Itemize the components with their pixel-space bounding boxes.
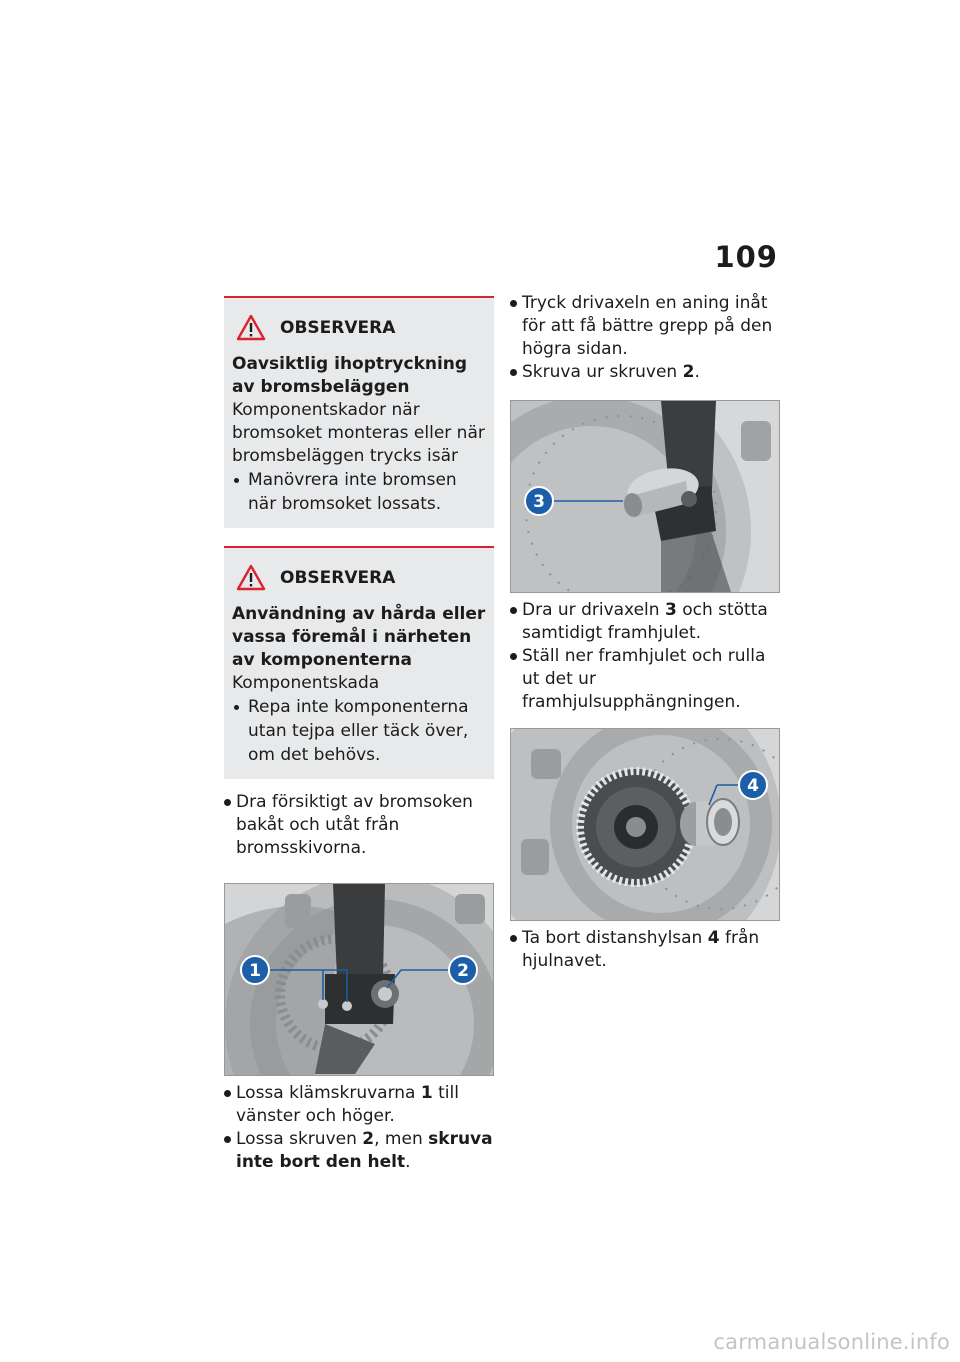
reference-number: 3 — [664, 600, 677, 620]
notice-list — [232, 468, 486, 516]
figure-brake-caliper — [224, 883, 494, 1076]
step-list — [224, 791, 494, 860]
callout-2: 2 — [457, 961, 469, 981]
figure-drive-axle — [510, 400, 780, 593]
notice-label: OBSERVERA — [280, 567, 396, 588]
brake-caliper-illustration — [225, 884, 493, 1075]
notice-header — [232, 564, 486, 591]
notice-header — [232, 314, 486, 341]
notice-label: OBSERVERA — [280, 317, 396, 338]
callout-1: 1 — [249, 961, 261, 981]
step-item: Ställ ner framhjulet och rulla ut det ur framhjulsupphängningen. — [510, 645, 782, 714]
callout-3: 3 — [533, 492, 545, 512]
notice-title: Användning av hårda eller vassa föremål i närheten av komponenterna — [232, 604, 486, 670]
step-item: Tryck drivaxeln en aning inåt för att få bättre grepp på den högra sidan. — [510, 292, 782, 361]
reference-number: 4 — [707, 928, 720, 948]
warning-icon — [236, 564, 266, 591]
emphasis-text: skruva inte bort den helt — [236, 1129, 493, 1172]
reference-number: 2 — [682, 362, 695, 382]
step-item: Dra försiktigt av bromsoken bakåt och utåt från bromsskivorna. — [224, 791, 494, 860]
figure-spacer-sleeve — [510, 728, 780, 921]
step-list — [510, 599, 782, 714]
step-list — [510, 292, 782, 384]
notice-list-item: Manövrera inte bromsen när bromsoket lossats. — [232, 468, 486, 516]
reference-number: 2 — [362, 1129, 375, 1149]
step-item: Lossa skruven 2, men skruva inte bort den helt. — [224, 1128, 494, 1174]
step-item: Ta bort distanshylsan 4 från hjulnavet. — [510, 927, 782, 973]
notice-text: Komponentskada — [232, 673, 380, 693]
reference-number: 1 — [420, 1083, 433, 1103]
notice-box — [224, 296, 494, 528]
notice-box — [224, 546, 494, 779]
step-list — [510, 927, 782, 973]
callout-4: 4 — [747, 776, 759, 796]
step-list — [224, 1082, 494, 1174]
warning-icon — [236, 314, 266, 341]
notice-list — [232, 695, 486, 767]
right-column — [510, 292, 782, 973]
step-item: Dra ur drivaxeln 3 och stötta samtidigt framhjulet. — [510, 599, 782, 645]
step-item: Skruva ur skruven 2. — [510, 361, 782, 384]
notice-title: Oavsiktlig ihoptryckning av bromsbeläggen — [232, 354, 468, 397]
left-column — [224, 296, 494, 1174]
drive-axle-illustration — [511, 401, 779, 592]
notice-text: Komponentskador när bromsoket monteras eller när bromsbeläggen trycks isär — [232, 400, 485, 466]
step-item: Lossa klämskruvarna 1 till vänster och höger. — [224, 1082, 494, 1128]
page-number: 109 — [714, 240, 778, 274]
notice-list-item: Repa inte komponenterna utan tejpa eller täck över, om det behövs. — [232, 695, 486, 767]
watermark: carmanualsonline.info — [713, 1330, 950, 1354]
spacer-sleeve-illustration — [511, 729, 779, 920]
